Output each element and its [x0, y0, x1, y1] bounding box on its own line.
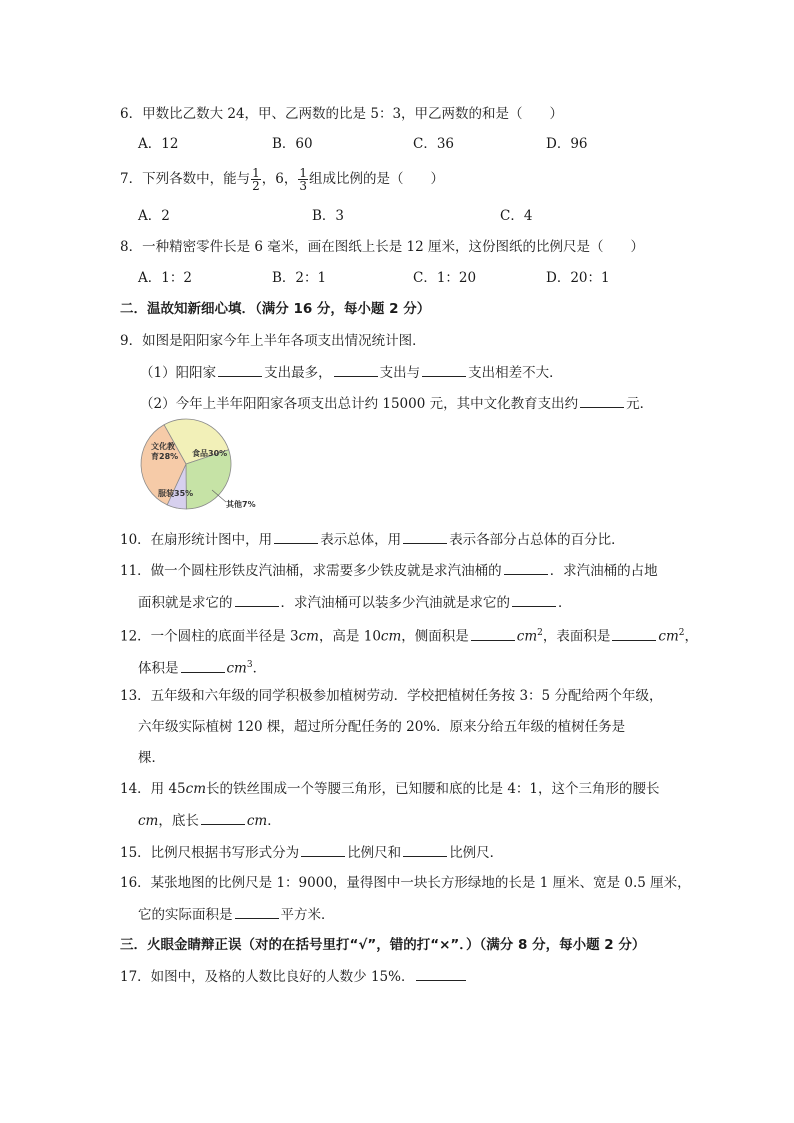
- section-3-heading: 三．火眼金睛辩正误（对的在括号里打“√”，错的打“×”．）（满分 8 分，每小题 2 分）: [120, 937, 646, 953]
- answer-blank[interactable]: [612, 626, 656, 641]
- q9-sub1-text-b: 支出最多，: [264, 365, 332, 381]
- fraction-one-third: [298, 167, 308, 192]
- unit-cm: cm: [298, 628, 319, 645]
- superscript-2: 2: [537, 628, 543, 638]
- answer-blank[interactable]: [416, 966, 466, 981]
- question-14-line-1: [120, 779, 660, 799]
- question-16-line-2: [138, 904, 335, 925]
- q8-option-c: C．1：20: [413, 270, 477, 286]
- q12-comma: ，: [684, 628, 699, 645]
- frac1-denominator: 2: [252, 179, 260, 193]
- pie-slice-label: 其他7%: [226, 500, 256, 509]
- fraction-one-half: [251, 167, 261, 192]
- q15-text-b: 比例尺和: [347, 845, 402, 861]
- q11-text-a: 11．做一个圆柱形铁皮汽油桶，求需要多少铁皮就是求汽油桶的: [120, 563, 502, 579]
- q12-text-d: ，表面积是: [542, 628, 611, 645]
- q12-text-e: 体积是: [138, 660, 179, 677]
- question-10: [120, 529, 625, 550]
- q9-sub2-text-a: （2）今年上半年阳阳家各项支出总计约 15000 元，其中文化教育支出约: [140, 396, 579, 412]
- answer-blank[interactable]: [235, 592, 279, 607]
- q12-text-a: 12．一个圆柱的底面半径是 3: [120, 628, 299, 645]
- answer-blank[interactable]: [512, 592, 556, 607]
- q9-sub2-text-b: 元．: [626, 396, 654, 412]
- pie-slice-label: 服装35%: [158, 489, 194, 498]
- answer-blank[interactable]: [403, 529, 447, 544]
- answer-blank[interactable]: [201, 810, 245, 825]
- answer-blank[interactable]: [181, 658, 225, 673]
- q10-text-c: 表示各部分占总体的百分比．: [449, 532, 625, 548]
- question-11-line-1: [120, 560, 658, 581]
- frac1-numerator: 1: [252, 166, 260, 180]
- q6-option-c: C．36: [413, 136, 455, 152]
- question-13-line-3: 棵．: [138, 750, 165, 766]
- superscript-2: 2: [678, 628, 685, 638]
- q15-text-a: 15．比例尺根据书写形式分为: [120, 845, 300, 861]
- unit-cm2: cm: [658, 628, 679, 645]
- q16-text-b: 它的实际面积是: [138, 907, 233, 923]
- q9-sub-2: [140, 393, 653, 414]
- q9-sub-1: [140, 362, 563, 383]
- q9-sub1-text-a: （1）阳阳家: [140, 365, 217, 381]
- answer-blank[interactable]: [580, 393, 624, 408]
- q9-sub1-text-d: 支出相差不大．: [468, 365, 563, 381]
- question-6: 6．甲数比乙数大 24，甲、乙两数的比是 5：3，甲乙两数的和是（ ）: [120, 106, 564, 122]
- q14-text-b: 长的铁丝围成一个等腰三角形，已知腰和底的比是 4：1，这个三角形的腰长: [206, 781, 660, 797]
- question-8: 8．一种精密零件长是 6 毫米，画在图纸上长是 12 厘米，这份图纸的比例尺是（ ）: [120, 239, 645, 255]
- q12-text-b: ，高是 10: [318, 628, 381, 645]
- q6-option-a: A．12: [138, 136, 179, 152]
- pie-svg: [138, 416, 288, 516]
- q16-text-c: 平方米．: [280, 907, 335, 923]
- q7-option-b: B．3: [312, 208, 345, 224]
- answer-blank[interactable]: [403, 842, 447, 857]
- pie-slice-label: 育28%: [151, 452, 179, 461]
- q7-suffix: 组成比例的是（ ）: [308, 171, 444, 187]
- section-2-heading: 二．温故知新细心填．（满分 16 分，每小题 2 分）: [120, 301, 431, 317]
- unit-cm: cm: [246, 813, 268, 829]
- frac2-numerator: 1: [299, 166, 307, 180]
- unit-cm3: cm: [226, 660, 247, 677]
- pie-slice-label: 食品30%: [192, 449, 228, 458]
- q10-text-b: 表示总体，用: [320, 532, 402, 548]
- question-12-line-2: [138, 655, 266, 679]
- q7-prefix: 7．下列各数中，能与: [120, 171, 251, 187]
- answer-blank[interactable]: [504, 560, 548, 575]
- answer-blank[interactable]: [274, 529, 318, 544]
- answer-blank[interactable]: [301, 842, 345, 857]
- superscript-3: 3: [246, 660, 253, 670]
- q15-text-c: 比例尺．: [449, 845, 504, 861]
- q8-option-d: D．20：1: [546, 270, 610, 286]
- question-13-line-2: 六年级实际植树 120 棵，超过所分配任务的 20%．原来分给五年级的植树任务是: [138, 719, 626, 735]
- answer-blank[interactable]: [235, 904, 279, 919]
- question-15: [120, 842, 503, 863]
- q14-text-a: 14．用 45: [120, 781, 186, 797]
- answer-blank[interactable]: [471, 626, 515, 641]
- q6-option-b: B．60: [272, 136, 313, 152]
- q8-option-a: A．1：2: [138, 270, 192, 286]
- unit-cm: cm: [185, 781, 207, 797]
- answer-blank[interactable]: [218, 362, 262, 377]
- unit-cm2: cm: [516, 628, 538, 645]
- frac2-denominator: 3: [299, 179, 307, 193]
- q14-text-c: ，底长: [158, 813, 199, 829]
- answer-blank[interactable]: [422, 362, 466, 377]
- q7-option-a: A．2: [138, 208, 170, 224]
- q11-text-b: ．求汽油桶的占地: [549, 563, 658, 579]
- question-14-line-2: [138, 810, 281, 831]
- question-16-line-1: 16．某张地图的比例尺是 1：9000，量得图中一块长方形绿地的长是 1 厘米、宽是 0.5 厘米，: [120, 875, 691, 891]
- q11-text-e: ．: [558, 595, 572, 611]
- question-11-line-2: [138, 592, 572, 613]
- q7-mid: ，6，: [261, 171, 298, 187]
- q11-text-c: 面积就是求它的: [138, 595, 233, 611]
- q7-option-c: C．4: [500, 208, 533, 224]
- q9-sub1-text-c: 支出与: [379, 365, 421, 381]
- pie-slice-label: 文化教: [151, 442, 175, 451]
- unit-cm: cm: [138, 813, 159, 829]
- question-7: [120, 166, 444, 192]
- q17-text-a: 17．如图中，及格的人数比良好的人数少 15%．: [120, 969, 415, 985]
- q14-text-d: ．: [267, 813, 281, 829]
- question-9: 9．如图是阳阳家今年上半年各项支出情况统计图．: [120, 333, 426, 349]
- q6-option-d: D．96: [546, 136, 588, 152]
- question-12-line-1: [120, 623, 698, 647]
- q12-end: ．: [252, 660, 267, 677]
- expense-pie-chart: [138, 416, 288, 516]
- question-13-line-1: 13．五年级和六年级的同学积极参加植树劳动．学校把植树任务按 3：5 分配给两个年级，: [120, 688, 663, 704]
- question-17: [120, 966, 468, 987]
- q8-option-b: B．2：1: [272, 270, 327, 286]
- answer-blank[interactable]: [334, 362, 378, 377]
- unit-cm: cm: [380, 628, 402, 645]
- q11-text-d: ．求汽油桶可以装多少汽油就是求它的: [280, 595, 510, 611]
- q12-text-c: ，侧面积是: [401, 628, 469, 645]
- q10-text-a: 10．在扇形统计图中，用: [120, 532, 273, 548]
